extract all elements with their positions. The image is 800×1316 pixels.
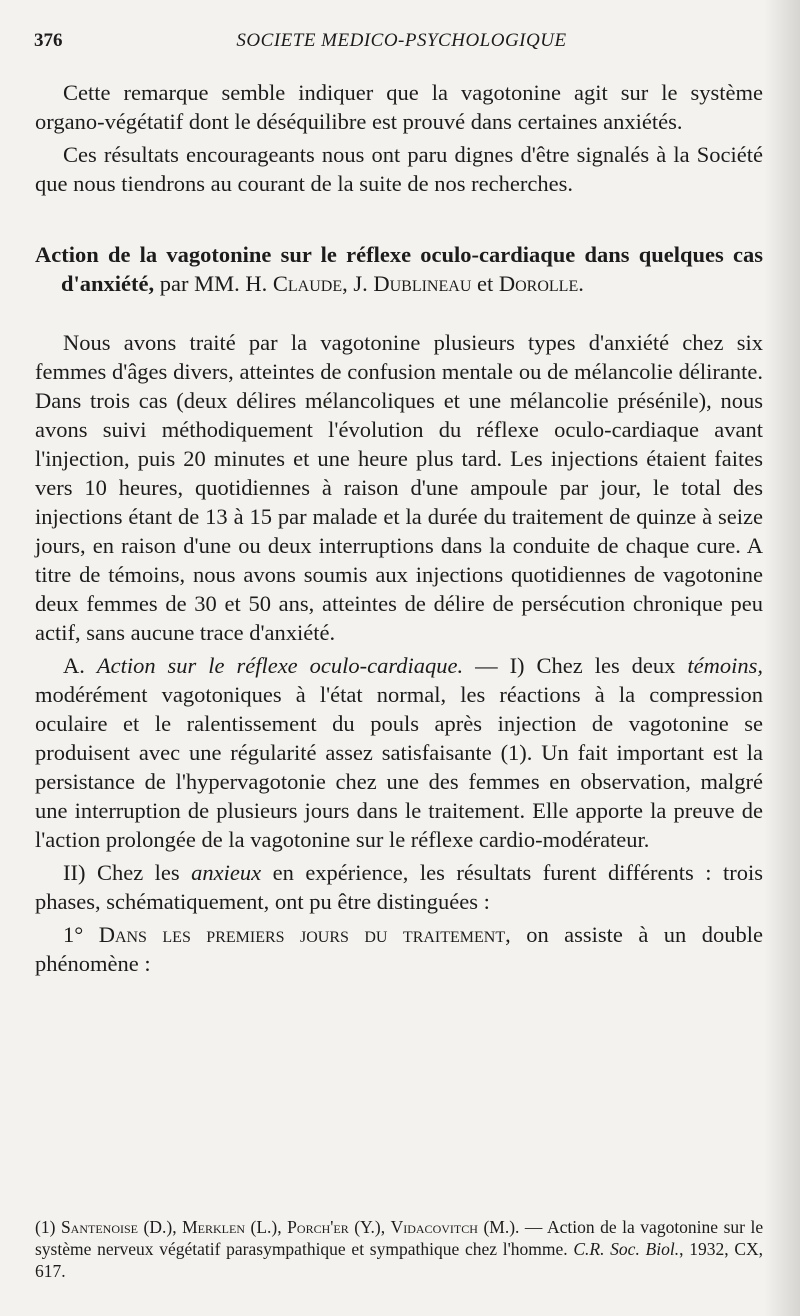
subsection-lead: A. bbox=[63, 653, 85, 678]
paragraph: Ces résultats encourageants nous ont paru dignes d'être signalés à la Société que nous tiendrons au courant de la suite de nos recherches. bbox=[35, 142, 763, 196]
footnote bbox=[35, 1216, 763, 1282]
author-separator: et bbox=[477, 271, 494, 296]
emphasis: anxieux bbox=[191, 860, 262, 885]
small-caps-heading: Dans les premiers jours du traitement, bbox=[98, 922, 511, 947]
page-header bbox=[34, 30, 769, 58]
page-number: 376 bbox=[34, 30, 63, 51]
footnote-author-initial: (D.) bbox=[143, 1217, 173, 1237]
footnote-text: (1) Santenoise (D.), Merklen (L.), Porch'er (Y.), Vidacovitch (M.). — Action de la vagotonine sur le système nerveux végétatif parasympathique et sympathique chez l'homme. C.R. Soc. Biol., 1932, CX, 617. bbox=[35, 1217, 764, 1281]
footnote-author: Merklen bbox=[182, 1217, 245, 1237]
page-body bbox=[35, 78, 763, 978]
footnote-marker: (1) bbox=[35, 1217, 56, 1237]
footnote-author-initial: (L.) bbox=[250, 1217, 278, 1237]
text-run: on assiste à un double phénomène : bbox=[35, 922, 763, 976]
footnote-citation: , 1932, CX, 617. bbox=[35, 1239, 764, 1281]
footnote-body: — Action de la vagotonine sur le système nerveux végétatif parasympathique et sympathique chez l'homme. bbox=[35, 1217, 764, 1259]
section-title-par: par MM. H. bbox=[159, 271, 268, 296]
paragraph bbox=[35, 858, 763, 916]
subsection-heading: Action sur le réflexe oculo-cardiaque. bbox=[96, 653, 464, 678]
list-number: 1° bbox=[63, 922, 84, 947]
footnote-author-initial: (Y.) bbox=[354, 1217, 381, 1237]
footnote-author: Santenoise bbox=[60, 1217, 138, 1237]
paragraph bbox=[35, 920, 763, 978]
author-separator: , J. bbox=[342, 271, 368, 296]
paragraph: Nous avons traité par la vagotonine plusieurs types d'anxiété chez six femmes d'âges divers, atteintes de confusion mentale ou de mélancolie délirante. Dans trois cas (deux délires mélancoliques et une mélancolie présénile), nous avons suivi méthodiquement l'évolution du réflexe oculo-cardiaque avant l'injection, puis 20 minutes et une heure plus tard. Les injections étaient faites vers 10 heures, quotidiennes à raison d'une ampoule par jour, le total des injections étant de 13 à 15 par malade et la durée du traitement de quinze à seize jours, en raison d'une ou deux interruptions dans la conduite de chaque cure. A titre de témoins, nous avons soumis aux injections quotidiennes de vagotonine deux femmes de 30 et 50 ans, atteintes de délire de persécution chronique peu actif, sans aucune trace d'anxiété. bbox=[35, 330, 763, 645]
footnote-journal: C.R. Soc. Biol. bbox=[573, 1239, 680, 1259]
paragraph: Cette remarque semble indiquer que la vagotonine agit sur le système organo-végétatif dont le déséquilibre est prouvé dans certaines anxiétés. bbox=[35, 80, 763, 134]
author-name: Dublineau bbox=[373, 271, 472, 296]
running-title: SOCIETE MEDICO-PSYCHOLOGIQUE bbox=[236, 30, 567, 51]
title-end: . bbox=[578, 271, 584, 296]
text-run: modérément vagotoniques à l'état normal, les réactions à la compression oculaire et le ralentissement du pouls après injection de vagotonine se produisent avec une régularité assez satisfaisante (1). Un fait important est la persistance de l'hypervagotonie chez une des femmes en observation, malgré une interruption de plusieurs jours dans le traitement. Elle apporte la preuve de l'action prolongée de la vagotonine sur le réflexe cardio-modérateur. bbox=[35, 682, 763, 852]
text-run: en expérience, les résultats furent différents : trois phases, schématiquement, ont pu être distinguées : bbox=[35, 860, 764, 914]
footnote-author: Vidacovitch bbox=[390, 1217, 478, 1237]
author-name: Dorolle bbox=[498, 271, 579, 296]
emphasis: témoins, bbox=[687, 653, 763, 678]
text-run: — I) Chez les deux bbox=[463, 653, 688, 678]
section-title-main: Action de la vagotonine sur le réflexe oculo-cardiaque dans quelques cas d'anxiété, bbox=[35, 242, 763, 296]
paragraph bbox=[35, 651, 763, 854]
author-name: Claude bbox=[272, 271, 343, 296]
footnote-author: Porch'er bbox=[287, 1217, 349, 1237]
footnote-author-initial: (M.) bbox=[483, 1217, 516, 1237]
page-edge-shadow bbox=[764, 0, 800, 1316]
text-run: II) Chez les bbox=[63, 860, 192, 885]
section-title bbox=[35, 240, 763, 298]
